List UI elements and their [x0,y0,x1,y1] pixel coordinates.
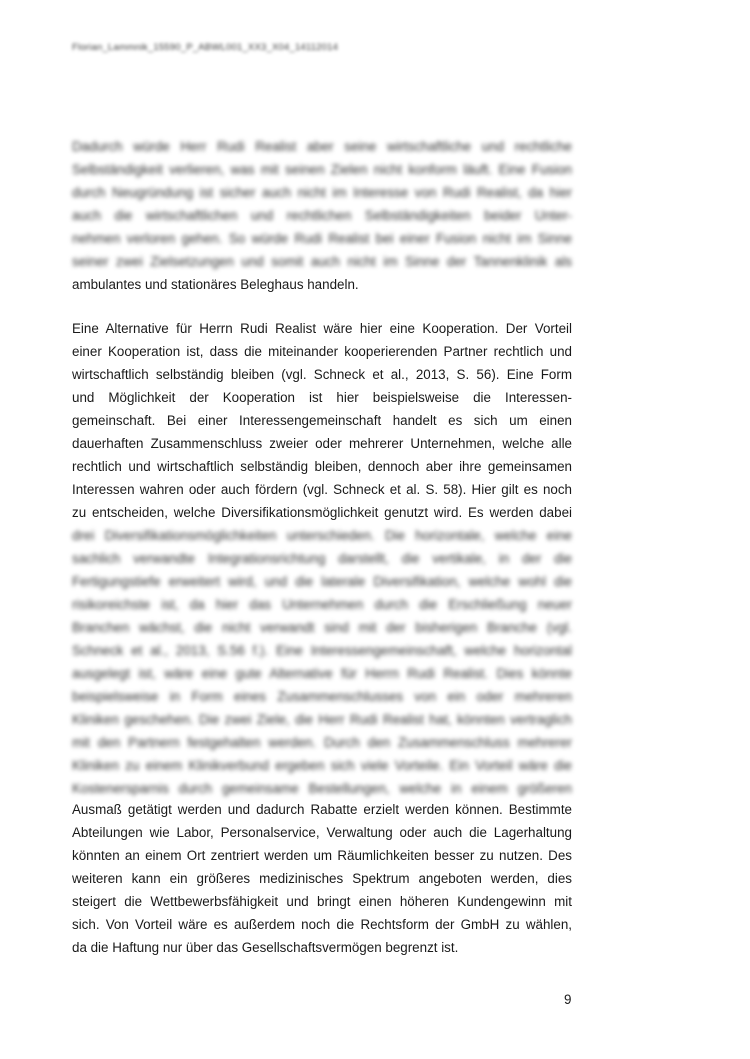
paragraph-text-line: Interessen wahren oder auch fördern (vgl. Schneck et al. S. 58). Hier gilt es noch [72,482,572,497]
paragraph-text-line: wirtschaftlich selbständig bleiben (vgl. Schneck et al., 2013, S. 56). Eine Form [72,367,572,382]
paragraph-text-line: Eine Alternative für Herrn Rudi Realist wäre hier eine Kooperation. Der Vorteil [72,321,572,336]
blurred-text-line: Selbständigkeit verlieren, was mit seinen Zielen nicht konform läuft. Eine Fusion [72,162,572,177]
blurred-text-line: seiner zwei Zielsetzungen und somit auch nicht im Sinne der Tannenklinik als [72,254,572,269]
blurred-text-line: durch Neugründung ist sicher auch nicht im Interesse von Rudi Realist, da hier [72,185,572,200]
paragraph-text-line: ambulantes und stationäres Beleghaus handeln. [72,277,359,292]
blurred-text-line: Kliniken geschehen. Die zwei Ziele, die Herr Rudi Realist hat, könnten vertraglich [72,712,572,727]
paragraph-text-line: zu entscheiden, welche Diversifikationsmöglichkeit genutzt wird. Es werden dabei [72,505,572,520]
running-header: Florian_Lammnik_15590_P_ABWL001_XX3_X04_14112014 [72,42,339,53]
paragraph-text-line: Abteilungen wie Labor, Personalservice, Verwaltung oder auch die Lagerhaltung [72,825,572,840]
paragraph-text-line: weiteren kann ein größeres medizinisches Spektrum angeboten werden, dies [72,871,572,886]
blurred-text-line: mit den Partnern festgehalten werden. Durch den Zusammenschluss mehrerer [72,735,572,750]
blurred-text-line: Fertigungstiefe erweitert wird, und die laterale Diversifikation, welche wohl die [72,574,572,589]
paragraph-text-line: da die Haftung nur über das Gesellschaftsvermögen begrenzt ist. [72,940,459,955]
blurred-text-line: Branchen wächst, die nicht verwandt sind mit der bisherigen Branche (vgl. [72,620,572,635]
blurred-text-line: auch die wirtschaftlichen und rechtlichen Selbständigkeiten beider Unter- [72,208,572,223]
blurred-text-line: Dadurch würde Herr Rudi Realist aber seine wirtschaftliche und rechtliche [72,139,572,154]
paragraph-text-line: sich. Von Vorteil wäre es außerdem noch die Rechtsform der GmbH zu wählen, [72,917,572,932]
blurred-text-line: beispielsweise in Form eines Zusammenschlusses von ein oder mehreren [72,689,572,704]
blurred-text-line: nehmen verloren gehen. So würde Rudi Realist bei einer Fusion nicht im Sinne [72,231,572,246]
paragraph-text-line: könnten an einem Ort zentriert werden um Räumlichkeiten besser zu nutzen. Des [72,848,572,863]
blurred-text-line: Kliniken zu einem Klinikverbund ergeben sich viele Vorteile. Ein Vorteil wäre die [72,758,572,773]
blurred-text-line: drei Diversifikationsmöglichkeiten unterschieden. Die horizontale, welche eine [72,528,572,543]
blurred-text-line: risikoreichste ist, da hier das Unternehmen durch die Erschließung neuer [72,597,572,612]
paragraph-text-line: steigert die Wettbewerbsfähigkeit und bringt einen höheren Kundengewinn mit [72,894,572,909]
blurred-text-line: ausgelegt ist, wäre eine gute Alternative für Herrn Rudi Realist. Dies könnte [72,666,572,681]
paragraph-text-line: gemeinschaft. Bei einer Interessengemeinschaft handelt es sich um einen [72,413,572,428]
paragraph-text-line: rechtlich und wirtschaftlich selbständig bleiben, dennoch aber ihre gemeinsamen [72,459,572,474]
paragraph-text-line: und Möglichkeit der Kooperation ist hier beispielsweise die Interessen- [72,390,572,405]
blurred-text-line: Kostenersparnis durch gemeinsame Bestellungen, welche in einem größeren [72,781,572,796]
paragraph-text-line: einer Kooperation ist, dass die miteinander kooperierenden Partner rechtlich und [72,344,572,359]
blurred-text-line: sachlich verwandte Integrationsrichtung darstellt, die vertikale, in der die [72,551,572,566]
paragraph-text-line: dauerhaften Zusammenschluss zweier oder mehrerer Unternehmen, welche alle [72,436,572,451]
paragraph-text-line: Ausmaß getätigt werden und dadurch Rabatte erzielt werden können. Bestimmte [72,802,572,817]
page-number: 9 [564,992,572,1007]
blurred-text-line: Schneck et al., 2013, S.56 f.). Eine Interessengemeinschaft, welche horizontal [72,643,572,658]
